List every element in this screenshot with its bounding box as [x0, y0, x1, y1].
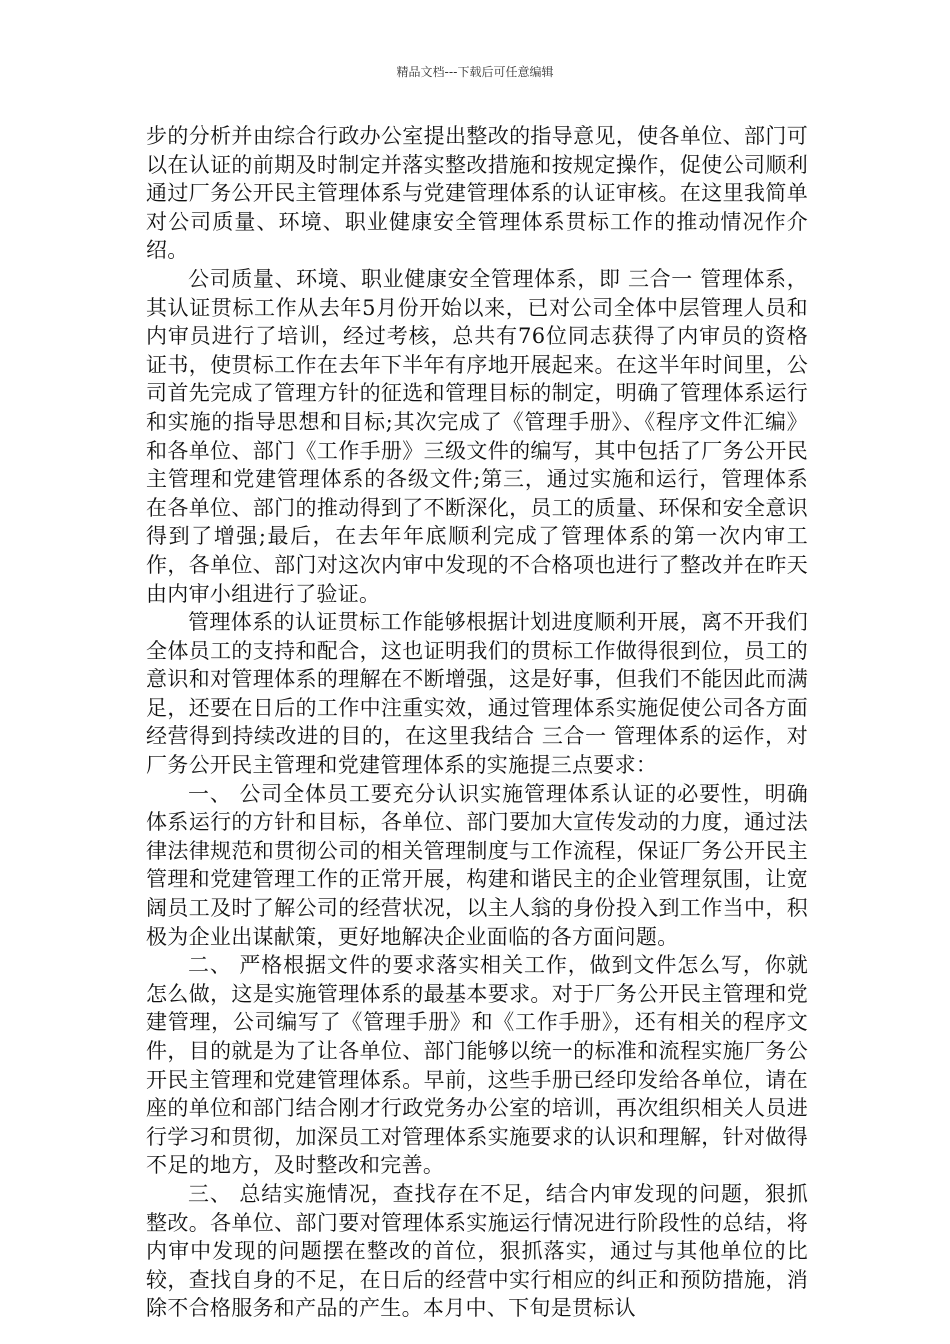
- paragraph-requirements-intro: 管理体系的认证贯标工作能够根据计划进度顺利开展，离不开我们全体员工的支持和配合，这也证明我们的贯标工作做得很到位，员工的意识和对管理体系的理解在不断增强，这是好事，但我们不能因此而满足，还要在日后的工作中注重实效，通过管理体系实施促使公司各方面经营得到持续改进的目的，在这里我结合 三合一 管理体系的运作，对厂务公开民主管理和党建管理体系的实施提三点要求：: [146, 610, 808, 778]
- paragraph-requirement-three: 三、 总结实施情况，查找存在不足，结合内审发现的问题，狠抓整改。各单位、部门要对管理体系实施运行情况进行阶段性的总结，将内审中发现的问题摆在整改的首位，狠抓落实，通过与其他单位的比较，查找自身的不足，在日后的经营中实行相应的纠正和预防措施，消除不合格服务和产品的产生。本月中、下旬是贯标认: [146, 1181, 808, 1321]
- document-body: [146, 122, 808, 1323]
- paragraph-continuation: 步的分析并由综合行政办公室提出整改的指导意见，使各单位、部门可以在认证的前期及时制定并落实整改措施和按规定操作，促使公司顺利通过厂务公开民主管理体系与党建管理体系的认证审核。在这里我简单对公司质量、环境、职业健康安全管理体系贯标工作的推动情况作介绍。: [146, 124, 808, 263]
- paragraph-requirement-two: 二、 严格根据文件的要求落实相关工作，做到文件怎么写，你就怎么做，这是实施管理体系的最基本要求。对于厂务公开民主管理和党建管理，公司编写了《管理手册》和《工作手册》，还有相关的程序文件，目的就是为了让各单位、部门能够以统一的标准和流程实施厂务公开民主管理和党建管理体系。早前，这些手册已经印发给各单位，请在座的单位和部门结合刚才行政党务办公室的培训，再次组织相关人员进行学习和贯彻，加深员工对管理体系实施要求的认识和理解，针对做得不足的地方，及时整改和完善。: [146, 953, 808, 1178]
- paragraph-management-system-intro: 公司质量、环境、职业健康安全管理体系，即 三合一 管理体系，其认证贯标工作从去年5月份开始以来，已对公司全体中层管理人员和内审员进行了培训，经过考核，总共有76位同志获得了内审员的资格证书，使贯标工作在去年下半年有序地开展起来。在这半年时间里，公司首先完成了管理方针的征选和管理目标的制定，明确了管理体系运行和实施的指导思想和目标;其次完成了《管理手册》、《程序文件汇编》和各单位、部门《工作手册》三级文件的编写，其中包括了厂务公开民主管理和党建管理体系的各级文件;第三，通过实施和运行，管理体系在各单位、部门的推动得到了不断深化，员工的质量、环保和安全意识得到了增强;最后，在去年年底顺利完成了管理体系的第一次内审工作，各单位、部门对这次内审中发现的不合格项也进行了整改并在昨天由内审小组进行了验证。: [146, 266, 808, 606]
- paragraph-requirement-one: 一、 公司全体员工要充分认识实施管理体系认证的必要性，明确体系运行的方针和目标，各单位、部门要加大宣传发动的力度，通过法律法律规范和贯彻公司的相关管理制度与工作流程，保证厂务公开民主管理和党建管理工作的正常开展，构建和谐民主的企业管理氛围，让宽阔员工及时了解公司的经营状况，以主人翁的身份投入到工作当中，积极为企业出谋献策，更好地解决企业面临的各方面问题。: [146, 781, 808, 949]
- page-header: 精品文档---下载后可任意编辑: [396, 65, 554, 79]
